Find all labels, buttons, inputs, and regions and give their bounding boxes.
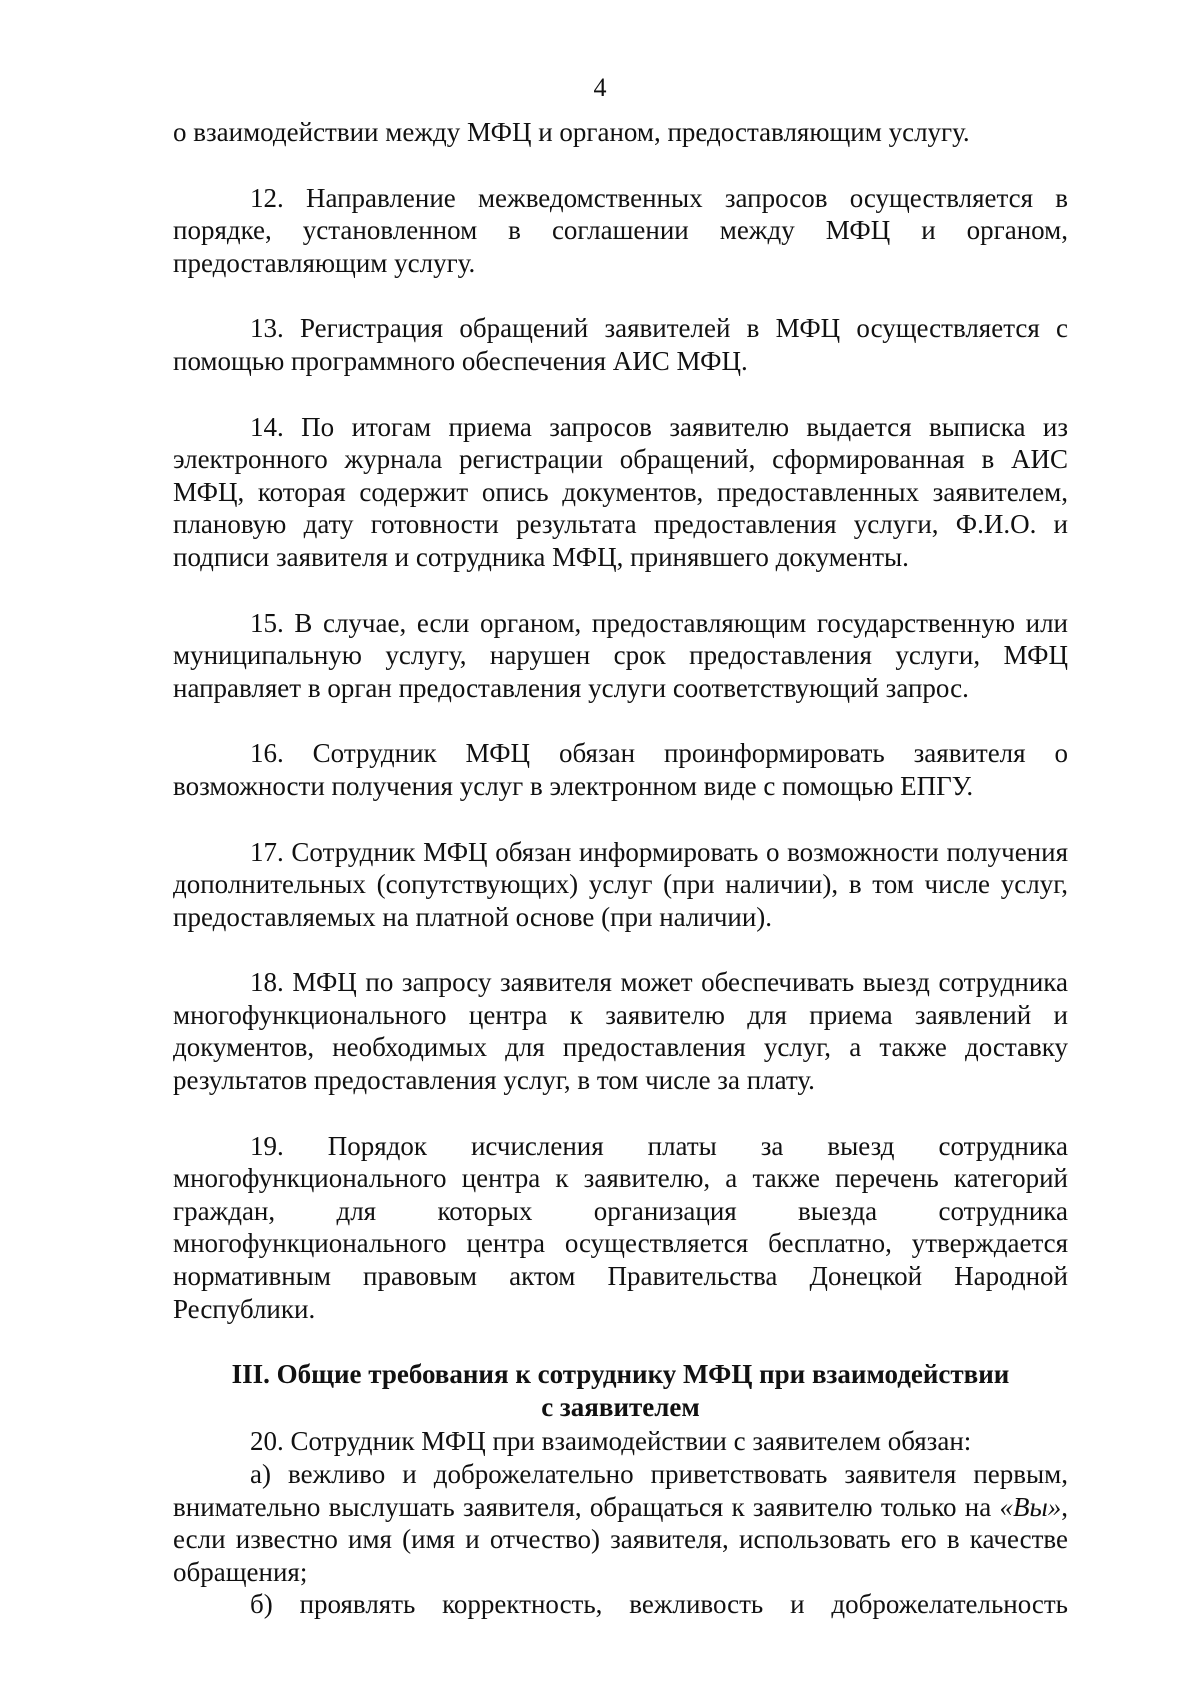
paragraph-15: 15. В случае, если органом, предоставляющим государственную или муниципальную услугу, нарушен срок предоставления услуги, МФЦ направляет в орган предоставления услуги соответствующий запрос. [173, 607, 1068, 703]
subitem-a-text-start: а) вежливо и доброжелательно приветствовать заявителя первым, внимательно выслушать заявителя, обращаться к заявителю только на [173, 1459, 1068, 1522]
paragraph-19: 19. Порядок исчисления платы за выезд сотрудника многофункционального центра к заявителю, а также перечень категорий граждан, для которых организация выезда сотрудника многофункционального центра осуществляется бесплатно, утверждается нормативным правовым актом Правительства Донецкой Народной Республики. [173, 1130, 1068, 1324]
paragraph-16: 16. Сотрудник МФЦ обязан проинформировать заявителя о возможности получения услуг в электронном виде с помощью ЕПГУ. [173, 738, 1068, 801]
page-number: 4 [593, 73, 607, 102]
document-body [173, 116, 1068, 1621]
paragraph-14: 14. По итогам приема запросов заявителю выдается выписка из электронного журнала регистрации обращений, сформированная в АИС МФЦ, которая содержит опись документов, предоставленных заявителем, плановую дату готовности результата предоставления услуги, Ф.И.О. и подписи заявителя и сотрудника МФЦ, принявшего документы. [173, 411, 1068, 572]
section-heading [173, 1358, 1068, 1423]
paragraph-20: 20. Сотрудник МФЦ при взаимодействии с заявителем обязан: [250, 1426, 972, 1457]
subitem-a [173, 1458, 1068, 1588]
section-heading-line-2: с заявителем [541, 1391, 700, 1422]
paragraph-continuation: о взаимодействии между МФЦ и органом, предоставляющим услугу. [173, 117, 970, 147]
paragraph-17: 17. Сотрудник МФЦ обязан информировать о возможности получения дополнительных (сопутствующих) услуг (при наличии), в том числе услуг, предоставляемых на платной основе (при наличии). [173, 836, 1068, 932]
paragraph-18: 18. МФЦ по запросу заявителя может обеспечивать выезд сотрудника многофункционального центра к заявителю для приема заявлений и документов, необходимых для предоставления услуг, а также доставку результатов предоставления услуг, в том числе за плату. [173, 967, 1068, 1096]
subitem-b: б) проявлять корректность, вежливость и доброжелательность [250, 1589, 1068, 1620]
paragraph-12: 12. Направление межведомственных запросов осуществляется в порядке, установленном в соглашении между МФЦ и органом, предоставляющим услугу. [173, 182, 1068, 278]
section-heading-line-1: III. Общие требования к сотруднику МФЦ при взаимодействии [231, 1359, 1010, 1390]
subitem-a-quote: «Вы» [999, 1491, 1062, 1522]
subitem-a-text-end: , если известно имя (имя и отчество) заявителя, использовать его в качестве обращения; [173, 1491, 1068, 1587]
paragraph-13: 13. Регистрация обращений заявителей в МФЦ осуществляется с помощью программного обеспечения АИС МФЦ. [173, 313, 1068, 376]
